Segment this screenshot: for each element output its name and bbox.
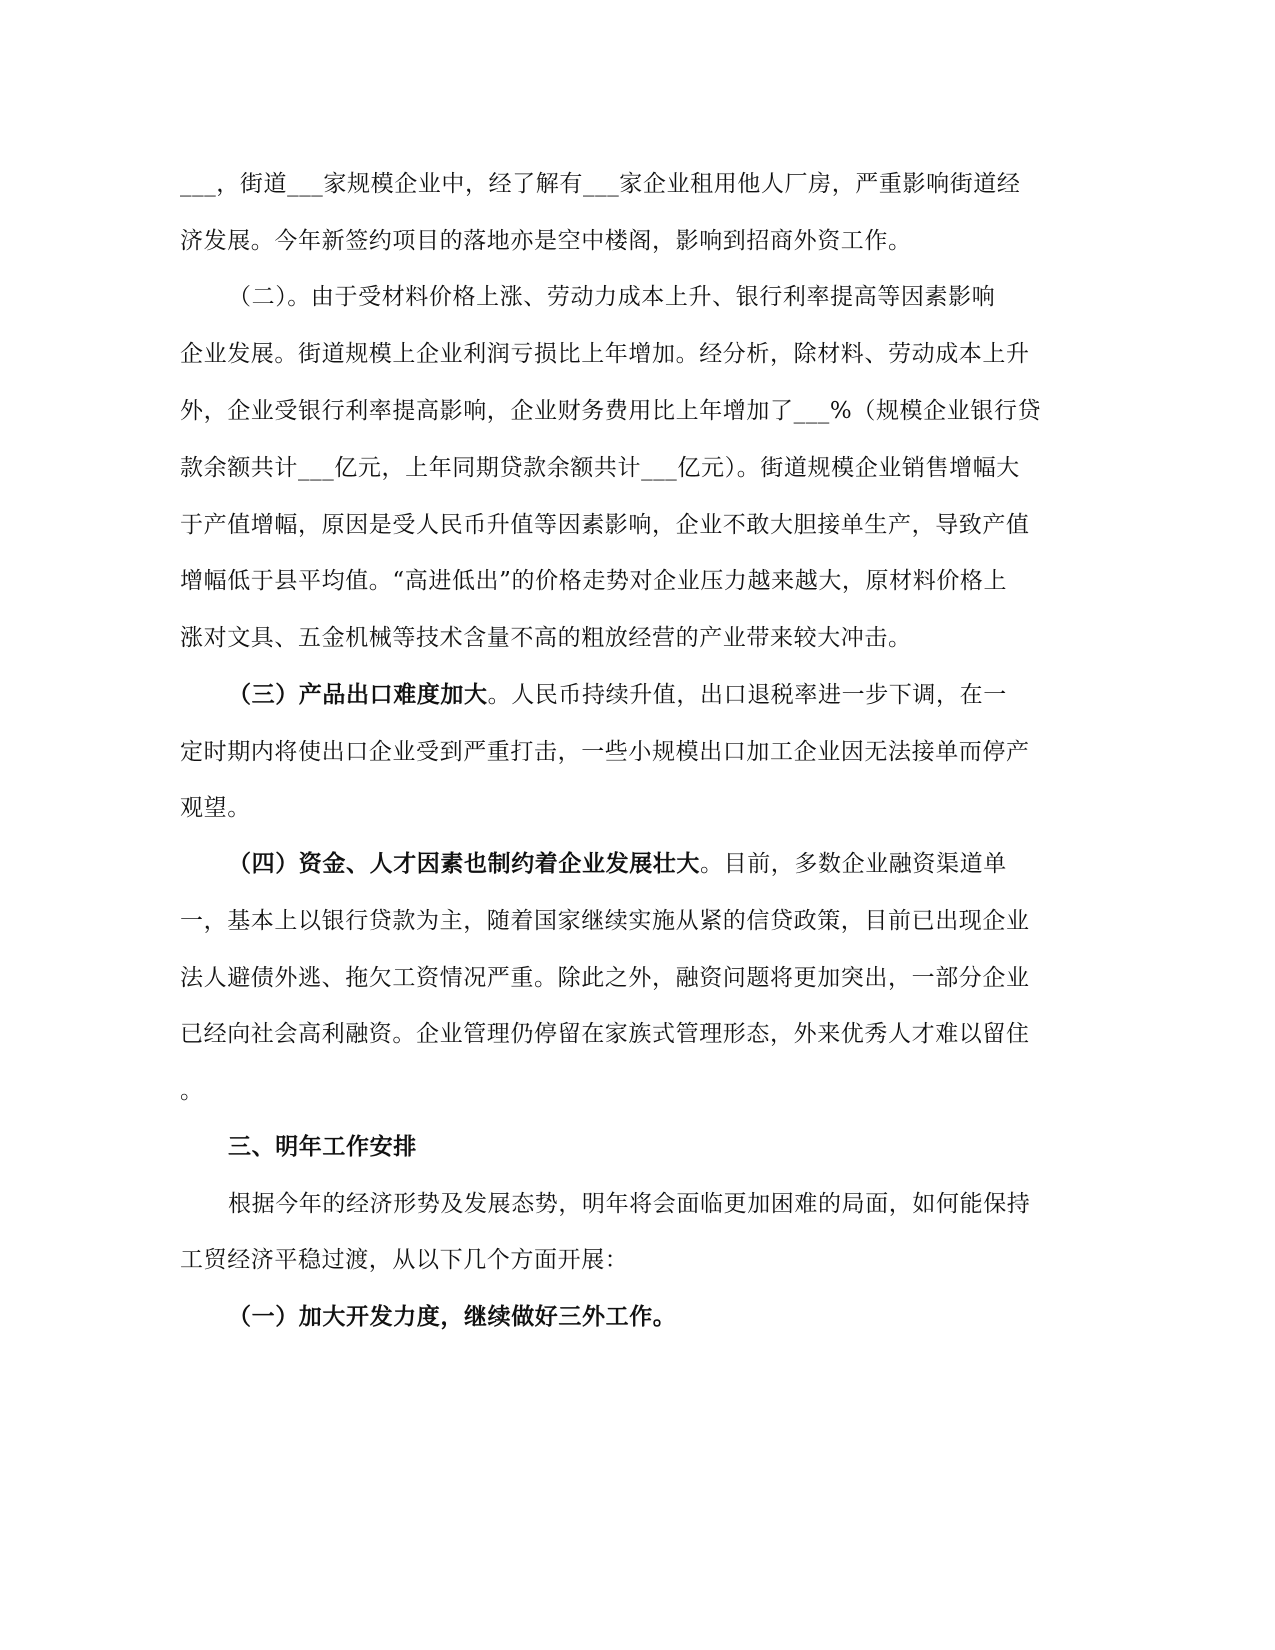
- body-text-line: 已经向社会高利融资。企业管理仍停留在家族式管理形态，外来优秀人才难以留住: [180, 1021, 1030, 1047]
- paragraph-3-start: [228, 680, 1007, 710]
- paragraph-3-heading: （三）产品出口难度加大: [228, 681, 488, 708]
- paragraph-4-heading: （四）资金、人才因素也制约着企业发展壮大: [228, 850, 700, 877]
- body-text-line: 定时期内将使出口企业受到严重打击，一些小规模出口加工企业因无法接单而停产: [180, 739, 1030, 765]
- body-text-line: 于产值增幅，原因是受人民币升值等因素影响，企业不敢大胆接单生产，导致产值: [180, 512, 1030, 538]
- body-text-line: ___，街道___家规模企业中，经了解有___家企业租用他人厂房，严重影响街道经: [180, 171, 1021, 197]
- body-text-line: 一，基本上以银行贷款为主，随着国家继续实施从紧的信贷政策，目前已出现企业: [180, 908, 1030, 934]
- body-text-line: 企业发展。街道规模上企业利润亏损比上年增加。经分析，除材料、劳动成本上升: [180, 341, 1030, 367]
- body-text-line: 。: [180, 1078, 204, 1104]
- paragraph-2-start: （二）。由于受材料价格上涨、劳动力成本上升、银行利率提高等因素影响: [228, 284, 996, 310]
- body-text-line: 观望。: [180, 795, 251, 821]
- body-text-line: 济发展。今年新签约项目的落地亦是空中楼阁，影响到招商外资工作。: [180, 228, 912, 254]
- paragraph-4-start: [228, 849, 1007, 879]
- paragraph-3-text: 。人民币持续升值，出口退税率进一步下调，在一: [487, 682, 1007, 708]
- body-text-line: 涨对文具、五金机械等技术含量不高的粗放经营的产业带来较大冲击。: [180, 625, 912, 651]
- paragraph-4-text: 。目前，多数企业融资渠道单: [700, 851, 1007, 877]
- section-heading: 三、明年工作安排: [228, 1133, 417, 1160]
- subsection-heading: （一）加大开发力度，继续做好三外工作。: [228, 1303, 677, 1330]
- body-text-line: 增幅低于县平均值。“高进低出”的价格走势对企业压力越来越大，原材料价格上: [180, 568, 1008, 594]
- body-text-line: 款余额共计___亿元，上年同期贷款余额共计___亿元）。街道规模企业销售增幅大: [180, 455, 1020, 481]
- body-text-line: 工贸经济平稳过渡，从以下几个方面开展：: [180, 1247, 629, 1273]
- body-text-line: 法人避债外逃、拖欠工资情况严重。除此之外，融资问题将更加突出，一部分企业: [180, 965, 1030, 991]
- body-text-line: 外，企业受银行利率提高影响，企业财务费用比上年增加了___%（规模企业银行贷: [180, 398, 1042, 424]
- section-intro-line: 根据今年的经济形势及发展态势，明年将会面临更加困难的局面，如何能保持: [228, 1191, 1031, 1217]
